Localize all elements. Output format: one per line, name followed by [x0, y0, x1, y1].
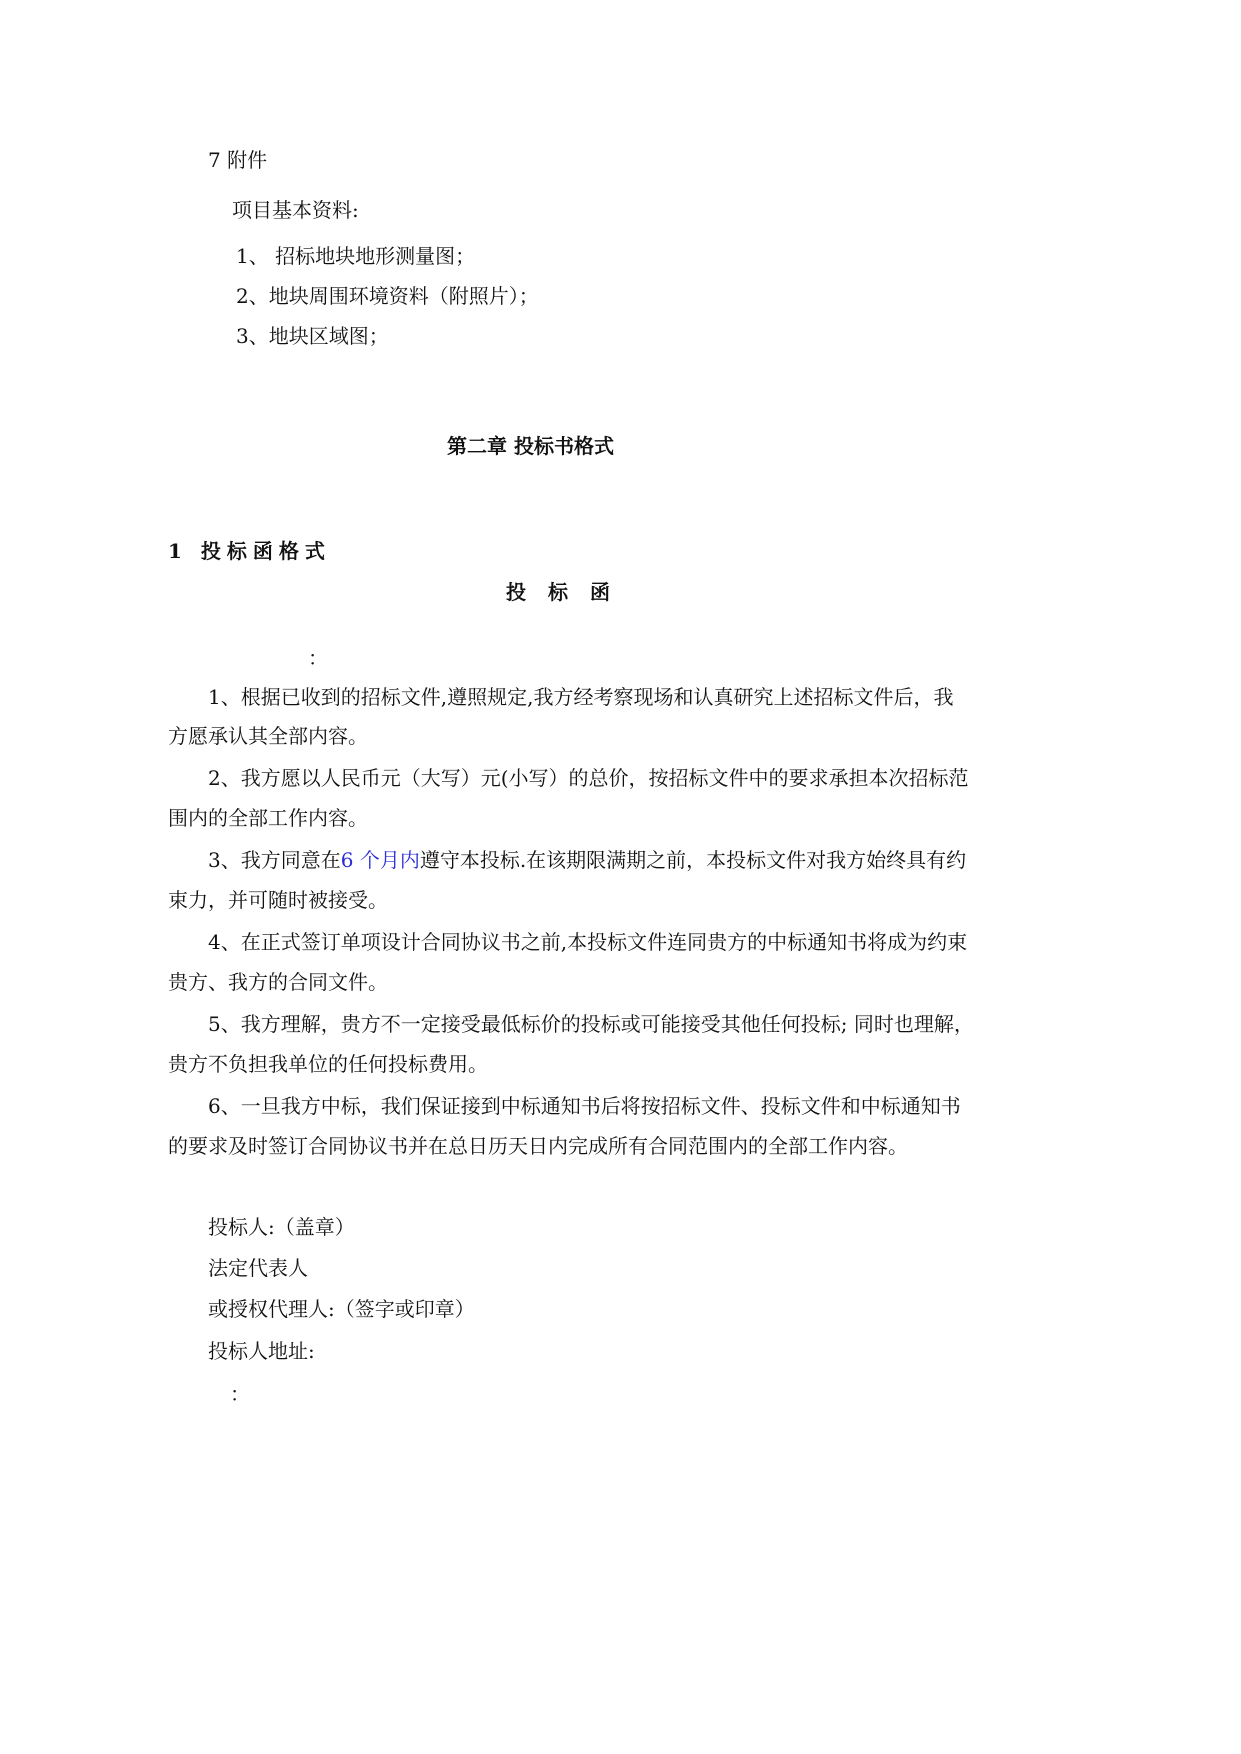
signature-agent: 或授权代理人:（签字或印章）	[208, 1297, 475, 1321]
appendix-item: 3、地块区域图；	[236, 324, 389, 348]
validity-period-highlight: 6 个月内	[340, 848, 420, 872]
letter-paragraph-2-line-1: 2、我方愿以人民币元（大写）元(小写）的总价，按招标文件中的要求承担本次招标范	[208, 766, 969, 790]
letter-paragraph-2-line-2: 围内的全部工作内容。	[168, 806, 368, 830]
signature-legal-rep: 法定代表人	[208, 1256, 308, 1280]
signature-trailing-colon: ：	[230, 1382, 250, 1406]
letter-title: 投标函	[506, 580, 632, 604]
appendix-item: 1、 招标地块地形测量图；	[236, 244, 476, 268]
signature-bidder: 投标人:（盖章）	[208, 1215, 355, 1239]
p3-text-pre: 3、我方同意在	[208, 848, 341, 872]
p3-text-post: 遵守本投标.在该期限满期之前，本投标文件对我方始终具有约	[419, 848, 967, 872]
letter-paragraph-3-line-2: 束力，并可随时被接受。	[168, 888, 388, 912]
letter-paragraph-6-line-1: 6、一旦我方中标，我们保证接到中标通知书后将按招标文件、投标文件和中标通知书	[208, 1094, 961, 1118]
letter-paragraph-4-line-2: 贵方、我方的合同文件。	[168, 970, 388, 994]
appendix-intro: 项目基本资料:	[232, 198, 359, 222]
letter-paragraph-1-line-2: 方愿承认其全部内容。	[168, 724, 368, 748]
letter-paragraph-3-line-1	[208, 846, 966, 874]
letter-paragraph-1-line-1: 1、根据已收到的招标文件,遵照规定,我方经考察现场和认真研究上述招标文件后，我	[208, 685, 954, 709]
letter-paragraph-5-line-1: 5、我方理解，贵方不一定接受最低标价的投标或可能接受其他任何投标; 同时也理解，	[208, 1012, 974, 1036]
signature-address: 投标人地址:	[208, 1339, 315, 1363]
letter-paragraph-4-line-1: 4、在正式签订单项设计合同协议书之前,本投标文件连同贵方的中标通知书将成为约束	[208, 930, 968, 954]
letter-paragraph-5-line-2: 贵方不负担我单位的任何投标费用。	[168, 1052, 488, 1076]
appendix-item: 2、地块周围环境资料（附照片）；	[236, 284, 539, 308]
appendix-heading: 7 附件	[208, 148, 268, 172]
chapter-title: 第二章 投标书格式	[447, 434, 614, 458]
addressee-colon: ：	[308, 646, 328, 670]
letter-paragraph-6-line-2: 的要求及时签订合同协议书并在总日历天日内完成所有合同范围内的全部工作内容。	[168, 1134, 908, 1158]
section-heading: 1 投标函格式	[168, 539, 331, 563]
